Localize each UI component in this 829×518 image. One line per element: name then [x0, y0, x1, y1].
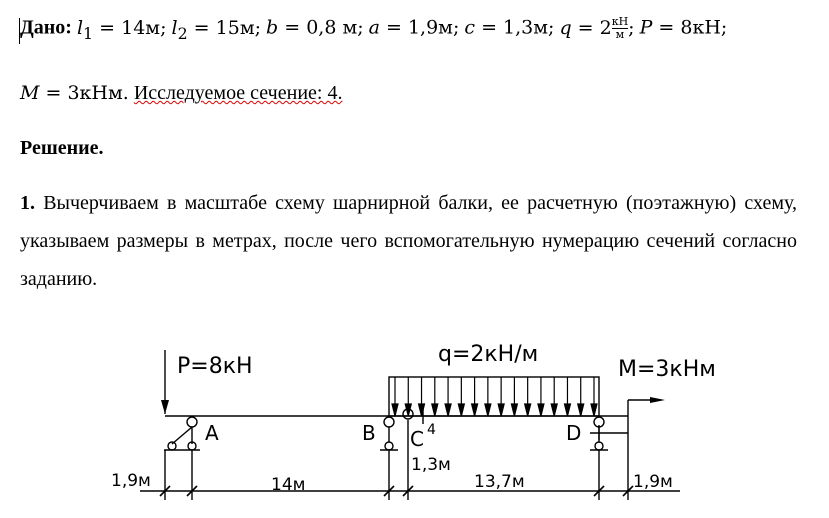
label-P: P=8кН [177, 354, 253, 379]
load-arrowhead [564, 404, 570, 416]
given-l2: $l_2 = 15м$; [171, 16, 262, 43]
label-q: q=2кН/м [438, 342, 539, 367]
load-arrowhead [578, 404, 584, 416]
given-label: Дано: [20, 16, 72, 39]
given-l1: $l_1 = 14м$; [76, 16, 167, 43]
load-arrowhead [538, 404, 544, 416]
given-M: M = 3кНм. [20, 82, 129, 104]
load-arrowhead [445, 404, 451, 416]
given-a: a = 1,9м; [368, 16, 460, 39]
load-arrowhead [432, 404, 438, 416]
given-q: q = 2 $\frac{кН}{м}$ ; [559, 15, 635, 41]
load-arrowhead [405, 404, 411, 416]
load-arrowhead [392, 404, 398, 416]
label-M: M=3кНм [618, 357, 716, 382]
step1-number: 1. [20, 192, 35, 214]
section-text: Исследуемое сечение: 4. [133, 82, 343, 104]
load-arrowhead [472, 404, 478, 416]
load-arrowhead [458, 404, 464, 416]
given-P: P = 8кН; [639, 16, 728, 39]
given-c: c = 1,3м; [464, 16, 555, 39]
dim-right: 1,9м [633, 472, 673, 492]
label-C: C [410, 427, 424, 451]
load-arrowhead [511, 404, 517, 416]
label-D: D [566, 421, 582, 445]
dim-14: 14м [271, 475, 306, 495]
load-arrowhead [485, 404, 491, 416]
step1-text: Вычерчиваем в масштабе схему шарнирной балки, ее расчетную (поэтажную) схему, указываем размеры в метрах, после чего вспомогательную нумерацию сечений согласно заданию. [20, 192, 798, 290]
dim-13-7: 13,7м [474, 472, 525, 492]
load-arrowhead [591, 404, 597, 416]
load-arrowhead [551, 404, 557, 416]
label-B: B [362, 421, 376, 445]
load-arrowhead [498, 404, 504, 416]
solution-heading: Решение. [20, 137, 104, 159]
given-b: b = 0,8 м; [266, 16, 364, 39]
dim-1-3: 1,3м [411, 455, 451, 475]
label-A: A [205, 421, 219, 445]
label-section-4: 4 [427, 422, 436, 438]
load-arrowhead [525, 404, 531, 416]
dim-left: 1,9м [111, 471, 151, 491]
